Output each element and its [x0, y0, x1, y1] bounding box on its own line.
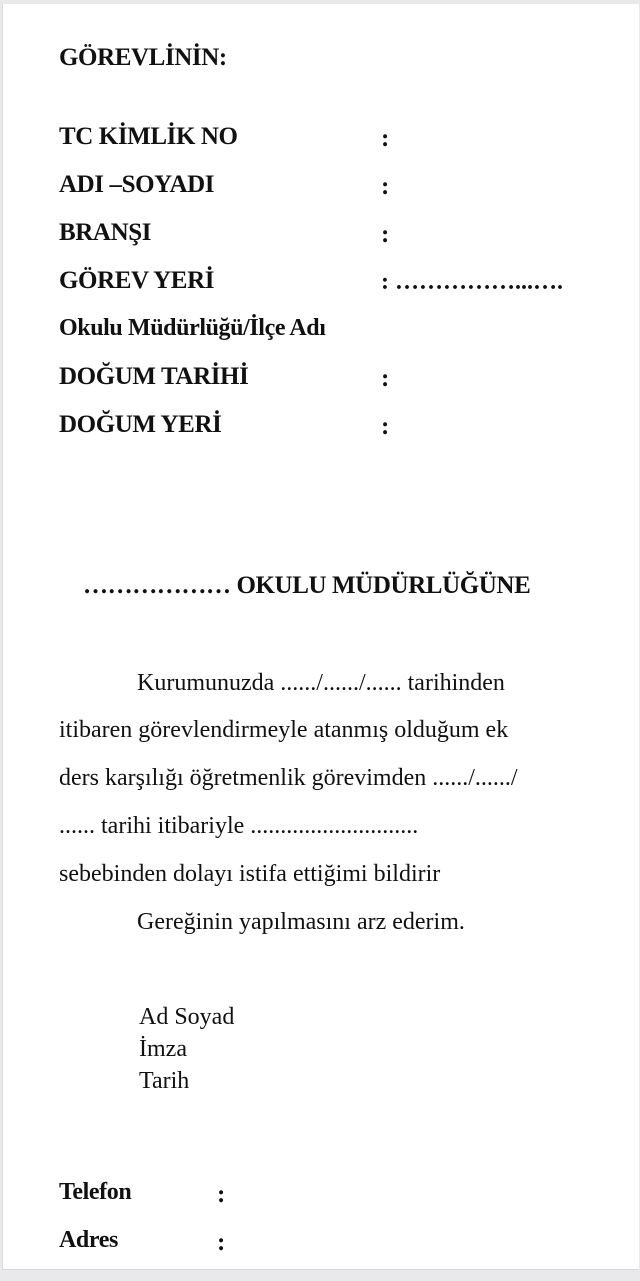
field-colon-duty-place: : ……………...….	[381, 269, 563, 295]
contact-label-address: Adres	[59, 1227, 118, 1253]
field-label-birth-place: DOĞUM YERİ	[59, 411, 222, 438]
signature-sign: İmza	[139, 1036, 187, 1062]
field-colon-name: :	[381, 173, 390, 200]
letter-line-1: Kurumunuzda ....../....../...... tarihinden	[137, 670, 505, 696]
letter-line-5: sebebinden dolayı istifa ettiğimi bildirir	[59, 861, 441, 887]
contact-colon-phone: :	[217, 1181, 226, 1208]
field-label-name: ADI –SOYADI	[59, 171, 215, 198]
field-label-tc-no: TC KİMLİK NO	[59, 123, 238, 150]
field-label-school: Okulu Müdürlüğü/İlçe Adı	[59, 315, 326, 341]
contact-colon-address: :	[217, 1229, 226, 1256]
field-label-duty-place: GÖREV YERİ	[59, 267, 215, 294]
letter-line-4: ...... tarihi itibariyle ............................	[59, 813, 419, 839]
field-colon-birth-date: :	[381, 365, 390, 392]
letter-line-2: itibaren görevlendirmeyle atanmış olduğum ek	[59, 717, 509, 743]
signature-name: Ad Soyad	[139, 1004, 235, 1030]
field-colon-tc-no: :	[381, 125, 390, 152]
document-page	[2, 4, 639, 1270]
letter-line-3: ders karşılığı öğretmenlik görevimden ....../....../	[59, 765, 518, 791]
field-label-birth-date: DOĞUM TARİHİ	[59, 363, 249, 390]
contact-label-phone: Telefon	[59, 1179, 132, 1205]
field-colon-birth-place: :	[381, 413, 390, 440]
page-bottom-divider	[3, 1269, 639, 1270]
field-colon-branch: :	[381, 221, 390, 248]
addressee: ……………… OKULU MÜDÜRLÜĞÜNE	[83, 572, 531, 599]
signature-date: Tarih	[139, 1068, 190, 1094]
field-label-branch: BRANŞI	[59, 219, 152, 246]
section-title: GÖREVLİNİN:	[59, 44, 227, 71]
letter-closing: Gereğinin yapılmasını arz ederim.	[137, 909, 465, 935]
